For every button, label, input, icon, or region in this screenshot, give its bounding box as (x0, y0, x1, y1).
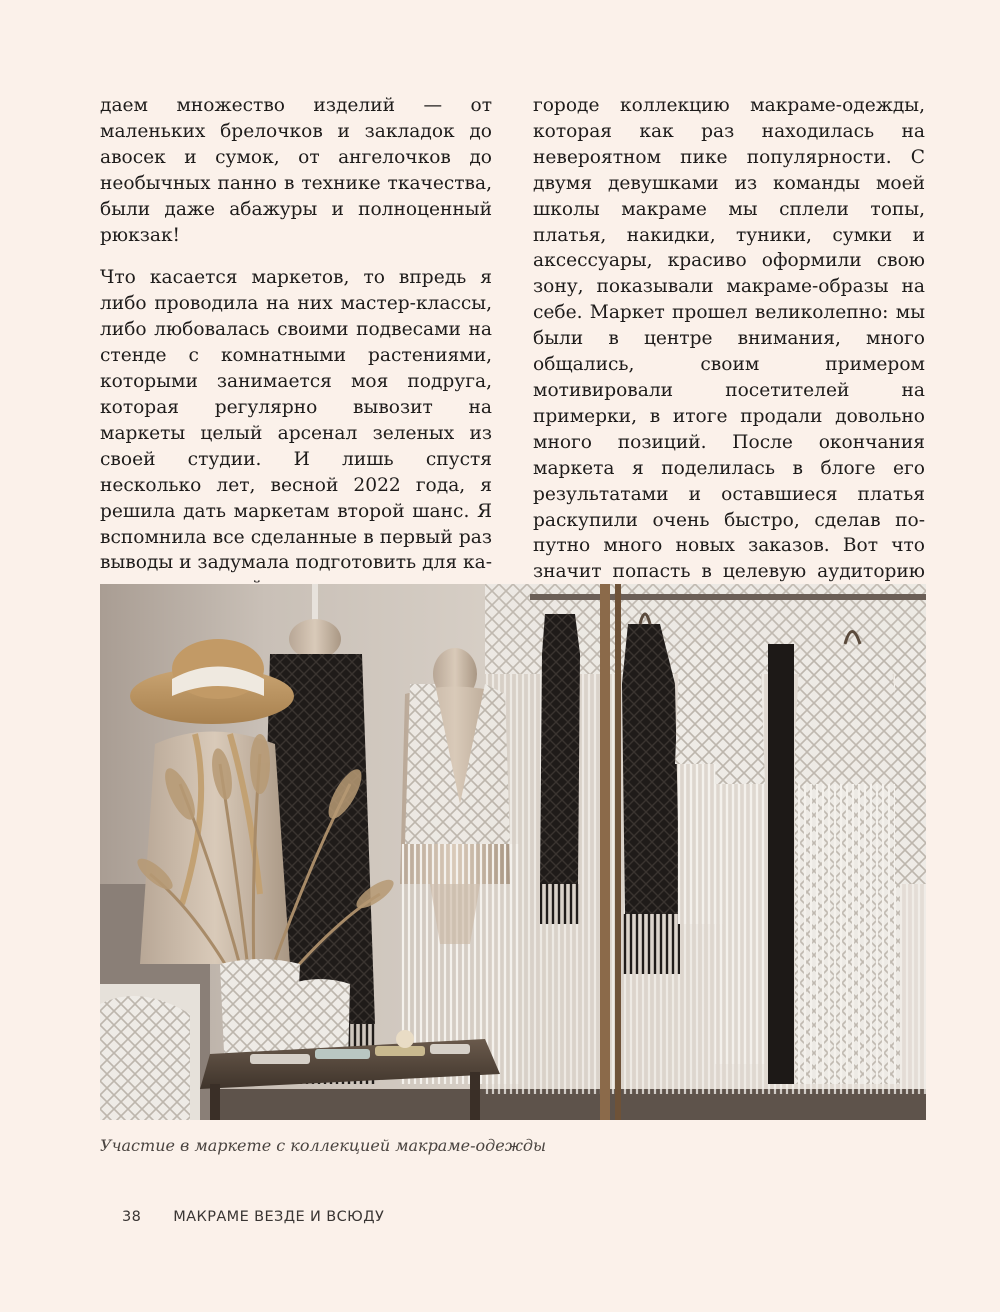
paragraph: Что касается маркетов, то впредь я либо проводила на них мастер-классы, либо любовалась своими подвесами на стенде с комнатными растениями, которыми занимается моя подруга, которая регулярно вывозит на маркеты целый арсенал зеленых из своей студии. И лишь спустя несколько лет, весной 2022 года, я решила дать маркетам второй шанс. Я вспомнила все сделанные в первый раз выводы и задумала подготовить для ка (100, 267, 492, 574)
white-macrame-cape (895, 644, 926, 884)
paragraph: даем множество изделий — от маленьких брелочков и закладок до авоcек и сумок, от ангелочков до необычных панно в технике ткачества, были даже абажуры и полноценный рюкзак! (100, 95, 492, 246)
black-macrame-dress (622, 624, 680, 974)
photo-illustration (100, 584, 926, 1120)
page-footer (122, 1209, 384, 1225)
black-macrame-top (540, 614, 580, 924)
mannequin-hat (130, 639, 294, 964)
paragraph: городе коллекцию макраме-одежды, которая как раз находилась на невероятном пике популярности. С двумя девушками из команды моей школы макраме мы сплели топы, платья, накидки, туники, сумки и аксессуары, красиво оформили свою зону, показывали макраме-образы на себе. Маркет прошел великолепно: мы были в центре внимания, много общались, своим примером мотивировали посетителей на примерки, в итоге продали довольно много позиций. После окончания маркета я поделилась в блоге его результатами и оставшиеся платья раскупили очень быстро, сделав попутно много новых заказов. Вот что значит попасть в целевую аудиторию (533, 95, 925, 583)
black-long-dress (768, 644, 794, 1084)
white-macrame-tunic (715, 644, 765, 1064)
mannequin-white-dress (400, 648, 520, 1084)
white-macrame-long-dress (795, 654, 900, 1084)
photo-macrame-display (100, 584, 926, 1120)
text-column-left (100, 93, 492, 654)
page-number: 38 (122, 1209, 142, 1225)
photo-caption: Участие в маркете с коллекцией макраме-одежды (100, 1136, 547, 1155)
running-header: МАКРАМЕ ВЕЗДЕ И ВСЮДУ (173, 1209, 385, 1225)
